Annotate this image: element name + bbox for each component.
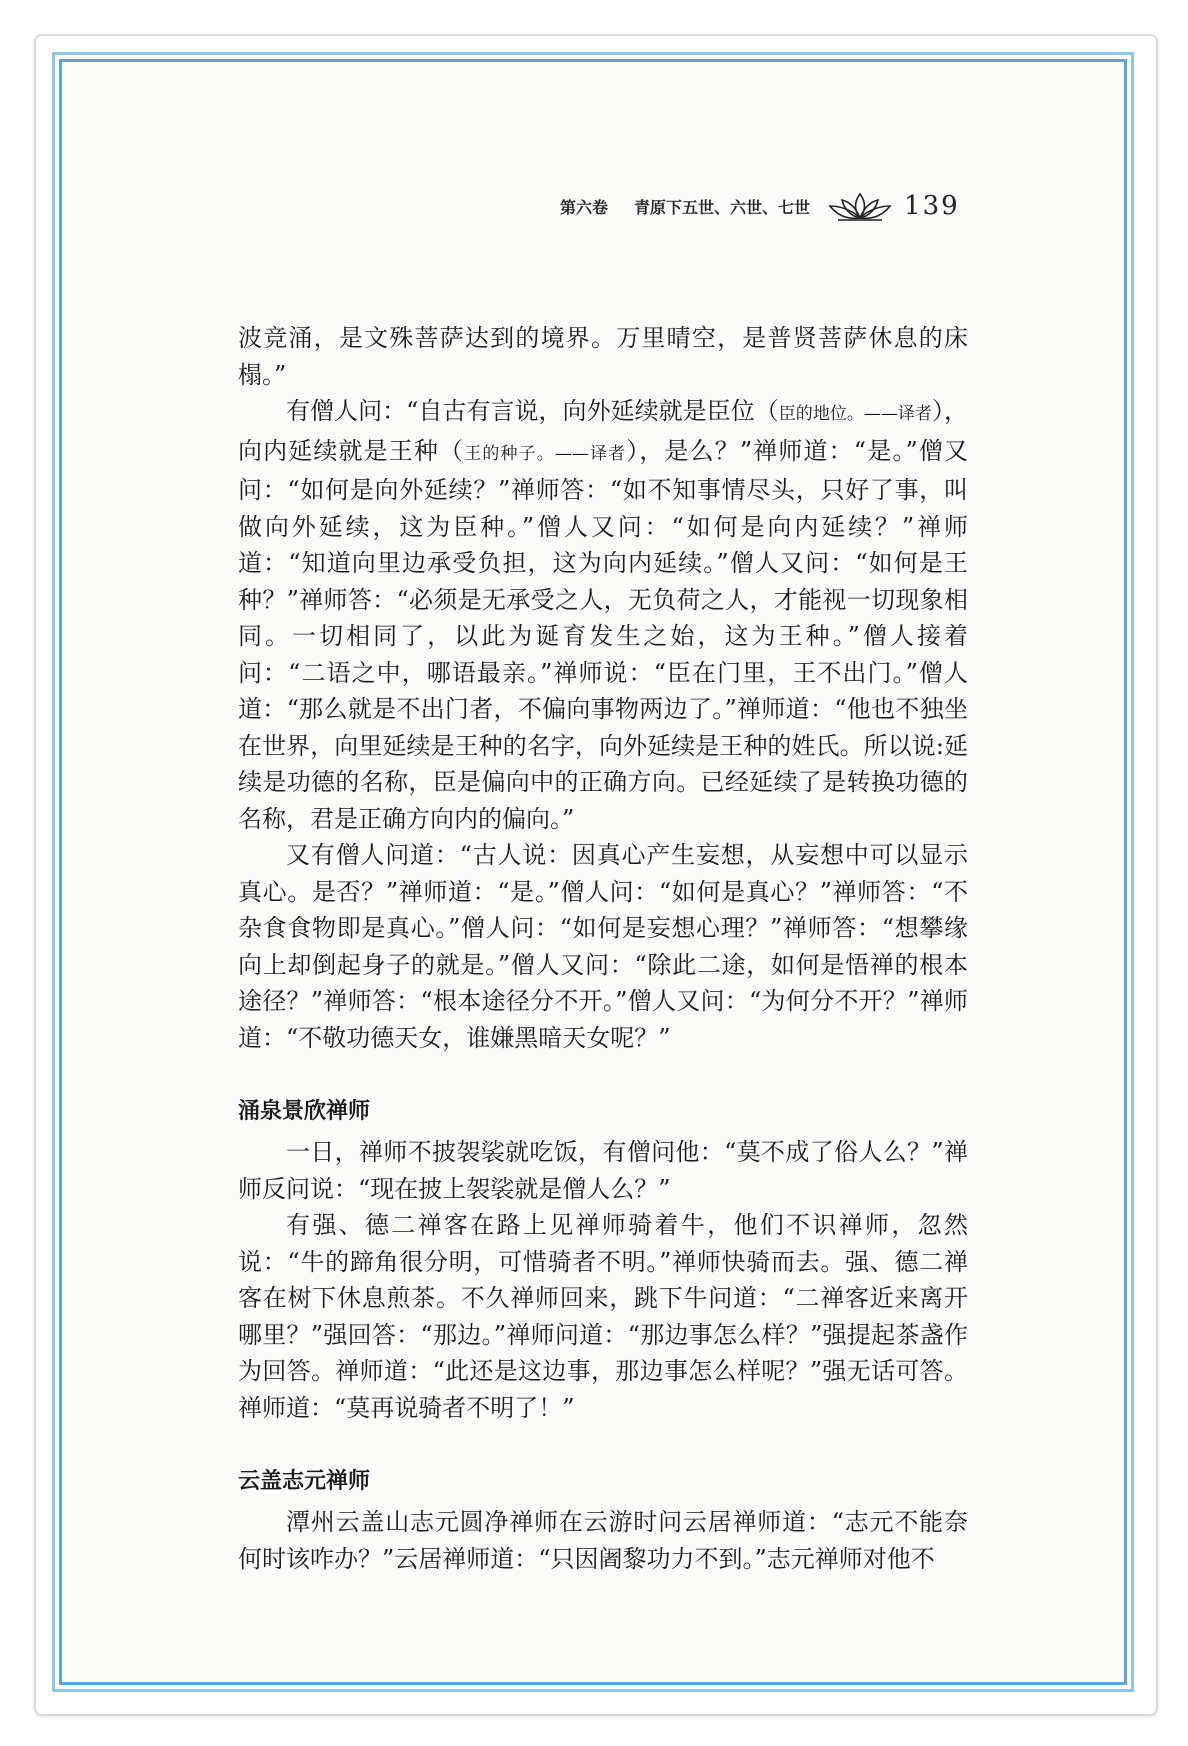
body-text [238, 320, 968, 1577]
translator-note: 臣的地位。——译者 [778, 404, 932, 424]
lotus-icon [828, 188, 892, 224]
paragraph: 又有僧人问道：“古人说：因真心产生妄想，从妄想中可以显示真心。是否？”禅师道：“是。”僧人问：“如何是真心？”禅师答：“不杂食食物即是真心。”僧人问：“如何是妄想心理？”禅师答：“想攀缘向上却倒起身子的就是。”僧人又问：“除此二途，如何是悟禅的根本途径？”禅师答：“根本途径分不开。”僧人又问：“为何分不开？”禅师道：“不敬功德天女，谁嫌黑暗天女呢？” [238, 841, 968, 1052]
translator-note: 王的种子。——译者 [464, 443, 627, 464]
text-span: 有僧人问：“自古有言说，向外延续就是臣位（ [286, 397, 779, 425]
paragraph-continued: 波竞涌，是文殊菩萨达到的境界。万里晴空，是普贤菩萨休息的床榻。” [238, 324, 968, 389]
volume-label: 第六卷 [560, 197, 609, 217]
running-header [560, 186, 1040, 226]
paragraph [238, 393, 968, 837]
chapter-title: 青原下五世、六世、七世 [634, 197, 811, 217]
section-title: 云盖志元禅师 [238, 1469, 371, 1494]
section-title: 涌泉景欣禅师 [238, 1099, 371, 1124]
page-number: 139 [904, 191, 960, 221]
text-span: ），向内延续就是王种（ [238, 397, 969, 465]
paragraph: 有强、德二禅客在路上见禅师骑着牛，他们不识禅师，忽然说：“牛的蹄角很分明，可惜骑者不明。”禅师快骑而去。强、德二禅客在树下休息煎茶。不久禅师回来，跳下牛问道：“二禅客近来离开哪里？”强回答：“那边。”禅师问道：“那边事怎么样？”强提起茶盏作为回答。禅师道：“此还是这边事，那边事怎么样呢？”强无话可答。禅师道：“莫再说骑者不明了！” [238, 1211, 968, 1422]
paragraph: 一日，禅师不披袈裟就吃饭，有僧问他：“莫不成了俗人么？”禅师反问说：“现在披上袈裟就是僧人么？” [238, 1138, 968, 1203]
paragraph: 潭州云盖山志元圆净禅师在云游时问云居禅师道：“志元不能奈何时该咋办？”云居禅师道：“只因阇黎功力不到。”志元禅师对他不 [238, 1508, 968, 1573]
text-span: ），是么？”禅师道：“是。”僧又问：“如何是向外延续？”禅师答：“如不知事情尽头，只好了事，叫做向外延续，这为臣种。”僧人又问：“如何是向内延续？”禅师道：“知道向里边承受负担，这为向内延续。”僧人又问：“如何是王种？”禅师答：“必须是无承受之人，无负荷之人，才能视一切现象相同。一切相同了，以此为诞育发生之始，这为王种。”僧人接着问：“二语之中，哪语最亲。”禅师说：“臣在门里，王不出门。”僧人道：“那么就是不出门者，不偏向事物两边了。”禅师道：“他也不独坐在世界，向里延续是王种的名字，向外延续是王种的姓氏。所以说:延续是功德的名称，臣是偏向中的正确方向。已经延续了是转换功德的名称，君是正确方向内的偏向。” [238, 436, 969, 833]
